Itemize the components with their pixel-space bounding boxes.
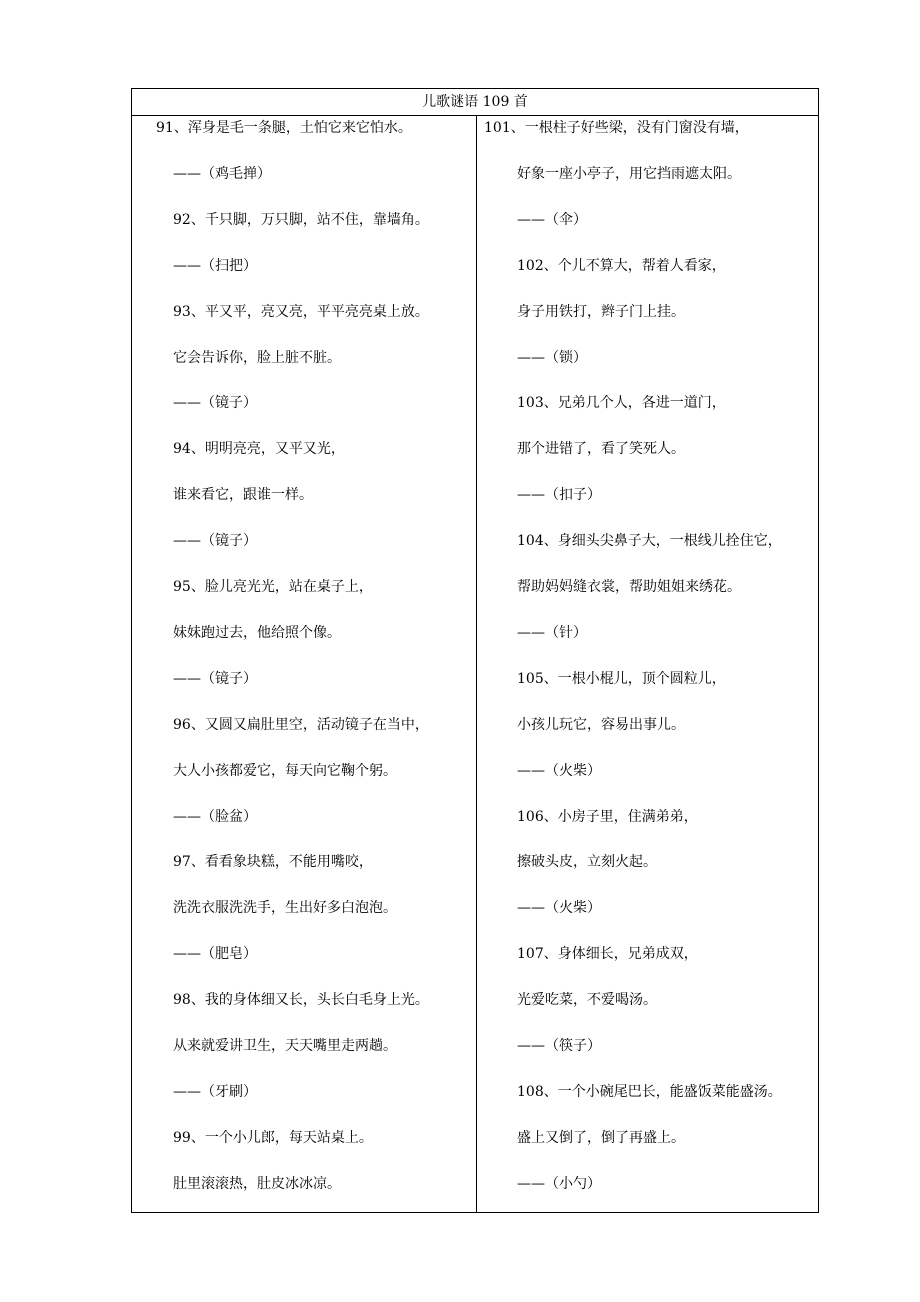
riddle-line: 107、身体细长，兄弟成双， <box>517 946 698 963</box>
riddle-answer: ——（筷子） <box>517 1038 601 1054</box>
riddle-answer: ——（扣子） <box>517 487 601 504</box>
left-column <box>132 116 476 1212</box>
riddle-line: 101、一根柱子好些梁，没有门窗没有墙， <box>484 120 749 136</box>
riddle-answer: ——（镜子） <box>173 533 257 550</box>
riddle-line: 洗洗衣服洗洗手，生出好多白泡泡。 <box>173 900 397 917</box>
riddle-answer: ——（扫把） <box>173 257 257 274</box>
riddle-answer: ——（牙刷） <box>173 1083 257 1100</box>
riddle-line: 盛上又倒了，倒了再盛上。 <box>517 1129 685 1146</box>
riddle-table <box>131 88 819 1213</box>
riddle-line: 好象一座小亭子，用它挡雨遮太阳。 <box>517 165 741 182</box>
riddle-answer: ——（火柴） <box>517 900 601 917</box>
riddle-line: 104、身细头尖鼻子大，一根线儿拴住它， <box>517 533 782 550</box>
riddle-line: 94、明明亮亮，又平又光， <box>173 441 345 458</box>
riddle-line: 103、兄弟几个人，各进一道门， <box>517 395 726 412</box>
riddle-line: 95、脸儿亮光光，站在桌子上， <box>173 579 373 595</box>
riddle-line: 光爱吃菜，不爱喝汤。 <box>517 992 657 1009</box>
table-title: 儿歌谜语 109 首 <box>132 89 818 116</box>
riddle-line: 肚里滚滚热，肚皮冰冰凉。 <box>173 1175 341 1192</box>
riddle-line: 从来就爱讲卫生，天天嘴里走两趟。 <box>173 1038 397 1054</box>
riddle-line: 91、浑身是毛一条腿，土怕它来它怕水。 <box>156 120 412 136</box>
riddle-answer: ——（镜子） <box>173 395 257 412</box>
riddle-answer: ——（针） <box>517 624 587 641</box>
riddle-line: 92、千只脚，万只脚，站不住，靠墙角。 <box>173 211 429 228</box>
riddle-answer: ——（鸡毛掸） <box>173 165 271 182</box>
riddle-line: 谁来看它，跟谁一样。 <box>173 487 313 504</box>
riddle-line: 108、一个小碗尾巴长，能盛饭菜能盛汤。 <box>517 1083 782 1100</box>
riddle-answer: ——（脸盆） <box>173 808 257 825</box>
riddle-line: 妹妹跑过去，他给照个像。 <box>173 624 341 641</box>
riddle-line: 93、平又平，亮又亮，平平亮亮桌上放。 <box>173 303 429 320</box>
riddle-line: 帮助妈妈缝衣裳，帮助姐姐来绣花。 <box>517 579 741 595</box>
riddle-line: 那个进错了，看了笑死人。 <box>517 441 685 458</box>
riddle-line: 102、个儿不算大，帮着人看家， <box>517 257 726 274</box>
riddle-line: 106、小房子里，住满弟弟， <box>517 808 698 825</box>
riddle-answer: ——（锁） <box>517 349 587 366</box>
riddle-line: 99、一个小儿郎，每天站桌上。 <box>173 1129 373 1146</box>
riddle-line: 98、我的身体细又长，头长白毛身上光。 <box>173 992 429 1009</box>
riddle-line: 它会告诉你，脸上脏不脏。 <box>173 349 341 366</box>
riddle-line: 身子用铁打，辫子门上挂。 <box>517 303 685 320</box>
riddle-answer: ——（火柴） <box>517 762 601 779</box>
right-column <box>477 116 819 1212</box>
riddle-line: 96、又圆又扁肚里空，活动镜子在当中， <box>173 716 429 733</box>
riddle-line: 105、一根小棍儿，顶个圆粒儿， <box>517 670 726 687</box>
riddle-line: 擦破头皮，立刻火起。 <box>517 854 657 871</box>
riddle-answer: ——（肥皂） <box>173 946 257 963</box>
riddle-line: 小孩儿玩它，容易出事儿。 <box>517 716 685 733</box>
riddle-answer: ——（小勺） <box>517 1175 601 1192</box>
riddle-answer: ——（镜子） <box>173 670 257 687</box>
riddle-answer: ——（伞） <box>517 211 587 228</box>
riddle-line: 97、看看象块糕，不能用嘴咬， <box>173 854 373 871</box>
riddle-line: 大人小孩都爱它，每天向它鞠个躬。 <box>173 762 397 779</box>
